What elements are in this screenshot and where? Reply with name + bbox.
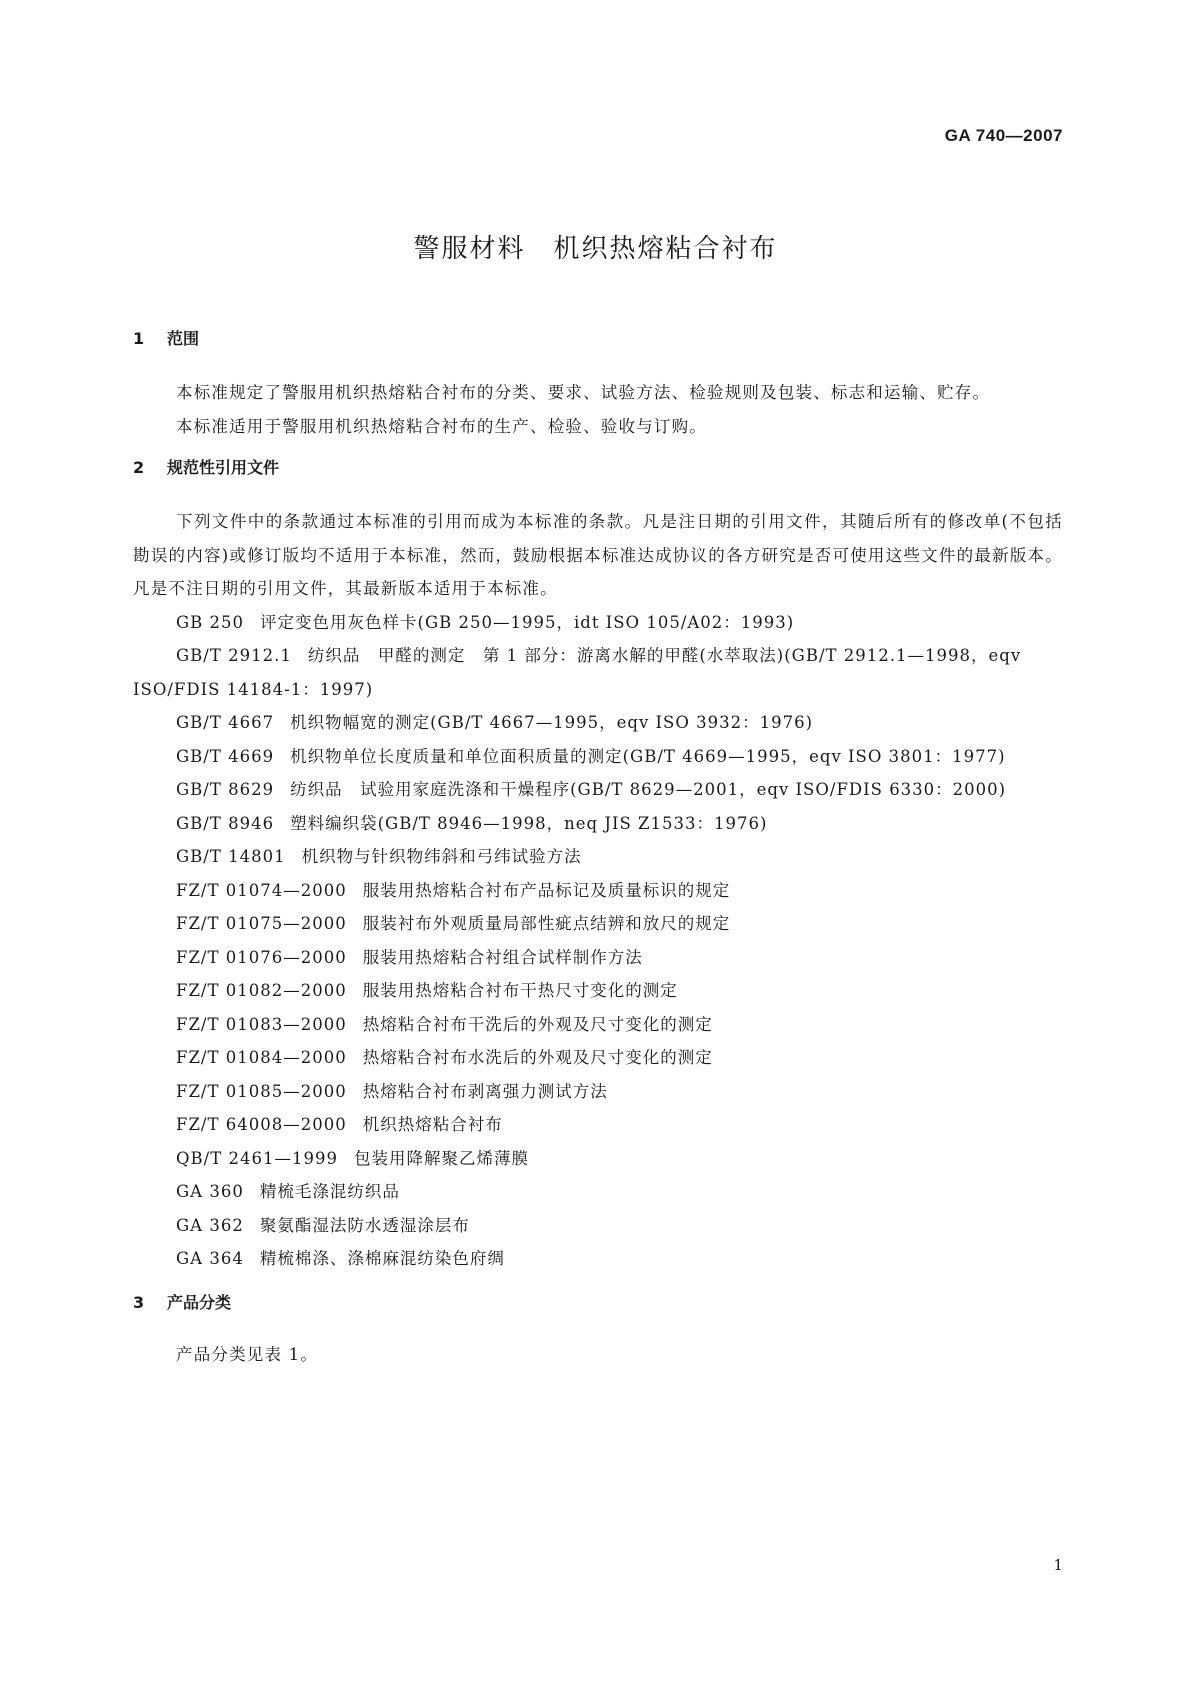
reference-item: [133, 606, 1063, 640]
reference-title: 评定变色用灰色样卡(GB 250—1995，idt ISO 105/A02：1993): [260, 612, 795, 632]
reference-item: [133, 1142, 1063, 1176]
section-1-heading: [133, 328, 1063, 350]
reference-title: 精梳毛涤混纺织品: [259, 1182, 400, 1201]
reference-code: GB 250: [176, 612, 245, 632]
reference-code: GB/T 14801: [176, 847, 286, 866]
section-2-heading: [133, 457, 1063, 479]
reference-title: 服装用热熔粘合衬组合试样制作方法: [362, 947, 643, 967]
reference-title: 包装用降解聚乙烯薄膜: [353, 1148, 529, 1168]
section-title: 产品分类: [167, 1292, 232, 1312]
reference-code: GB/T 4669: [176, 746, 275, 766]
reference-item: [133, 740, 1063, 774]
reference-title: 纺织品 甲醛的测定 第 1 部分：游离水解的甲醛(水萃取法)(GB/T 2912.1—1998，eqv ISO/FDIS 14184-1：1997): [133, 646, 1022, 699]
reference-title: 纺织品 试验用家庭洗涤和干燥程序(GB/T 8629—2001，eqv ISO/FDIS 6330：2000): [290, 780, 1007, 799]
paragraph-normative-intro: 下列文件中的条款通过本标准的引用而成为本标准的条款。凡是注日期的引用文件，其随后所有的修改单(不包括勘误的内容)或修订版均不适用于本标准，然而，鼓励根据本标准达成协议的各方研究是否可使用这些文件的最新版本。凡是不注日期的引用文件，其最新版本适用于本标准。: [133, 512, 1063, 598]
reference-item: [133, 706, 1063, 740]
reference-title: 聚氨酯湿法防水透湿涂层布: [259, 1215, 470, 1235]
section-number: 1: [133, 329, 145, 348]
reference-item: [133, 1108, 1063, 1142]
reference-code: FZ/T 01075—2000: [176, 914, 347, 933]
reference-code: GB/T 8629: [176, 780, 275, 799]
reference-code: FZ/T 01074—2000: [176, 880, 347, 900]
reference-title: 机织物单位长度质量和单位面积质量的测定(GB/T 4669—1995，eqv ISO 3801：1977): [290, 746, 1006, 766]
paragraph-scope-1: 本标准规定了警服用机织热熔粘合衬布的分类、要求、试验方法、检验规则及包装、标志和运输、贮存。: [176, 383, 991, 402]
reference-title: 机织物与针织物纬斜和弓纬试验方法: [301, 847, 582, 866]
reference-code: FZ/T 01084—2000: [176, 1048, 347, 1067]
reference-code: GA 362: [176, 1215, 244, 1235]
reference-item: [133, 773, 1063, 807]
section-title: 范围: [167, 329, 200, 348]
reference-item: [133, 840, 1063, 874]
paragraph-classification: 产品分类见表 1。: [176, 1344, 319, 1364]
section-number: 3: [133, 1292, 145, 1312]
reference-title: 机织热熔粘合衬布: [362, 1115, 503, 1134]
reference-title: 服装用热熔粘合衬布干热尺寸变化的测定: [362, 981, 678, 1000]
section-title: 规范性引用文件: [167, 458, 280, 477]
reference-code: FZ/T 01076—2000: [176, 947, 347, 967]
reference-code: GB/T 4667: [176, 713, 275, 732]
reference-item: [133, 1209, 1063, 1243]
paragraph-scope-2: 本标准适用于警服用机织热熔粘合衬布的生产、检验、验收与订购。: [176, 416, 707, 436]
reference-item: [133, 1075, 1063, 1109]
reference-code: FZ/T 64008—2000: [176, 1115, 347, 1134]
reference-code: GB/T 8946: [176, 813, 275, 833]
reference-code: GA 364: [176, 1249, 244, 1268]
reference-title: 热熔粘合衬布水洗后的外观及尺寸变化的测定: [362, 1048, 713, 1067]
reference-code: FZ/T 01083—2000: [176, 1014, 347, 1034]
reference-item: [133, 1175, 1063, 1209]
reference-code: GB/T 2912.1: [176, 646, 292, 665]
reference-title: 机织物幅宽的测定(GB/T 4667—1995，eqv ISO 3932：1976): [290, 713, 814, 732]
reference-code: QB/T 2461—1999: [176, 1148, 338, 1168]
reference-title: 热熔粘合衬布干洗后的外观及尺寸变化的测定: [362, 1014, 713, 1034]
reference-item: [133, 1008, 1063, 1042]
document-title: 警服材料 机织热熔粘合衬布: [413, 234, 778, 264]
reference-title: 塑料编织袋(GB/T 8946—1998，neq JIS Z1533：1976): [290, 813, 768, 833]
section-3-heading: [133, 1292, 1063, 1314]
reference-item: [133, 1242, 1063, 1276]
standard-code: GA 740—2007: [944, 126, 1063, 145]
reference-item: [133, 874, 1063, 908]
document-body: [133, 328, 1063, 1371]
reference-item: [133, 807, 1063, 841]
reference-code: GA 360: [176, 1182, 244, 1201]
reference-item: [133, 907, 1063, 941]
reference-title: 热熔粘合衬布剥离强力测试方法: [362, 1081, 608, 1101]
reference-item: [133, 941, 1063, 975]
section-number: 2: [133, 458, 145, 477]
reference-item: [133, 974, 1063, 1008]
reference-title: 精梳棉涤、涤棉麻混纺染色府绸: [259, 1249, 505, 1268]
reference-code: FZ/T 01085—2000: [176, 1081, 347, 1101]
reference-title: 服装衬布外观质量局部性疵点结辨和放尺的规定: [362, 914, 731, 933]
reference-list: [133, 606, 1063, 1276]
reference-item: [133, 639, 1063, 706]
page-number: 1: [1053, 1556, 1063, 1574]
reference-title: 服装用热熔粘合衬布产品标记及质量标识的规定: [362, 880, 731, 900]
reference-code: FZ/T 01082—2000: [176, 981, 347, 1000]
reference-item: [133, 1041, 1063, 1075]
